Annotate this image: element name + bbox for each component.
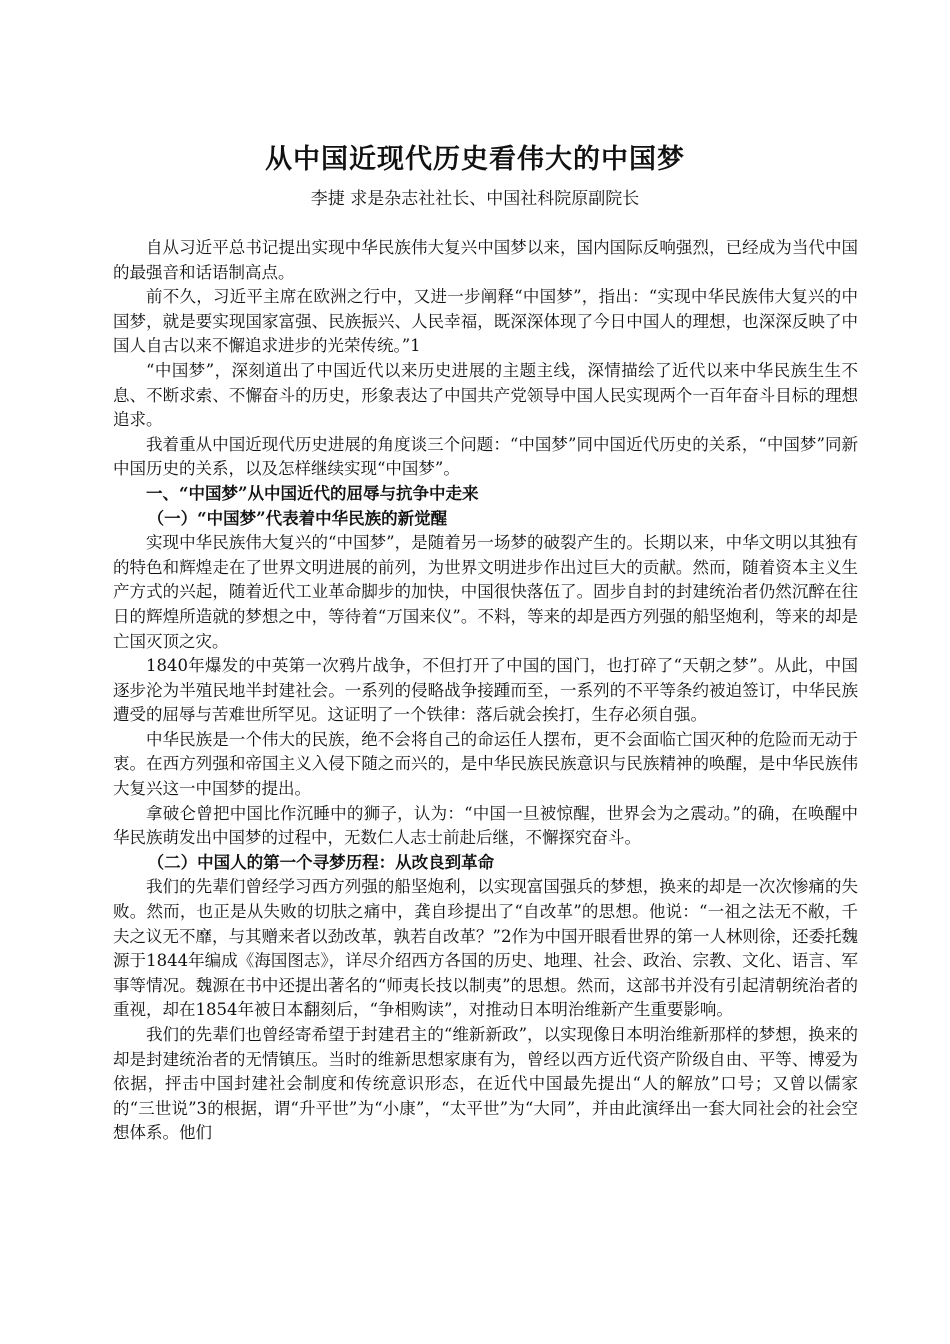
paragraph: 实现中华民族伟大复兴的“中国梦”，是随着另一场梦的破裂产生的。长期以来，中华文明以其独有的特色和辉煌走在了世界文明进展的前列，为世界文明进步作出过巨大的贡献。然而，随着资本主义生产方式的兴起，随着近代工业革命脚步的加快，中国很快落伍了。固步自封的封建统治者仍然沉醉在往日的辉煌所造就的梦想之中，等待着“万国来仪”。不料，等来的却是西方列强的船坚炮利，等来的却是亡国灭顶之灾。 [113,533,858,651]
author-line: 李捷 求是杂志社社长、中国社科院原副院长 [310,189,640,209]
paragraph: 自从习近平总书记提出实现中华民族伟大复兴中国梦以来，国内国际反响强烈，已经成为当代中国的最强音和话语制高点。 [113,238,858,282]
article-title: 从中国近现代历史看伟大的中国梦 [265,144,685,175]
paragraph: 中华民族是一个伟大的民族，绝不会将自己的命运任人摆布，更不会面临亡国灭种的危险而无动于衷。在西方列强和帝国主义入侵下随之而兴的，是中华民族民族意识与民族精神的唤醒，是中华民族伟大复兴这一中国梦的提出。 [113,729,858,799]
paragraph: 前不久，习近平主席在欧洲之行中，又进一步阐释“中国梦”，指出：“实现中华民族伟大复兴的中国梦，就是要实现国家富强、民族振兴、人民幸福，既深深体现了今日中国人的理想，也深深反映了中国人自古以来不懈追求进步的光荣传统。”1 [113,287,858,356]
paragraph: “中国梦”，深刻道出了中国近代以来历史进展的主题主线，深情描绘了近代以来中华民族生生不息、不断求索、不懈奋斗的历史，形象表达了中国共产党领导中国人民实现两个一百年奋斗目标的理想追求。 [113,360,858,430]
subsection-heading: （二）中国人的第一个寻梦历程：从改良到革命 [147,852,495,872]
paragraph: 拿破仑曾把中国比作沉睡中的狮子，认为：“中国一旦被惊醒，世界会为之震动。”的确，在唤醒中华民族萌发出中国梦的过程中，无数仁人志士前赴后继，不懈探究奋斗。 [113,803,858,848]
paragraph: 我们的先辈们曾经学习西方列强的船坚炮利，以实现富国强兵的梦想，换来的却是一次次惨痛的失败。然而，也正是从失败的切肤之痛中，龚自珍提出了“自改革”的思想。他说：“一祖之法无不敝，千夫之议无不靡，与其赠来者以劲改革，孰若自改革？”2作为中国开眼看世界的第一人林则徐，还委托魏源于1844年编成《海国图志》，详尽介绍西方各国的历史、地理、社会、政治、宗教、文化、语言、军事等情况。魏源在书中还提出著名的“师夷长技以制夷”的思想。然而，这部书并没有引起清朝统治者的重视，却在1854年被日本翻刻后，“争相购读”，对推动日本明治维新产生重要影响。 [113,877,858,1020]
article-body [113,236,858,1146]
paragraph: 我们的先辈们也曾经寄希望于封建君主的“维新新政”，以实现像日本明治维新那样的梦想，换来的却是封建统治者的无情镇压。当时的维新思想家康有为，曾经以西方近代资产阶级自由、平等、博爱为依据，抨击中国封建社会制度和传统意识形态，在近代中国最先提出“人的解放”口号；又曾以儒家的“三世说”3的根据，谓“升平世”为“小康”，“太平世”为“大同”，并由此演绎出一套大同社会的社会空想体系。他们 [113,1025,858,1143]
section-heading: 一、“中国梦”从中国近代的屈辱与抗争中走来 [146,483,479,503]
subsection-heading: （一）“中国梦”代表着中华民族的新觉醒 [147,508,448,528]
paragraph: 我着重从中国近现代历史进展的角度谈三个问题：“中国梦”同中国近代历史的关系，“中国梦”同新中国历史的关系，以及怎样继续实现“中国梦”。 [113,434,858,479]
paragraph: 1840年爆发的中英第一次鸦片战争，不但打开了中国的国门，也打碎了“天朝之梦”。从此，中国逐步沦为半殖民地半封建社会。一系列的侵略战争接踵而至，一系列的不平等条约被迫签订，中华民族遭受的屈辱与苦难世所罕见。这证明了一个铁律：落后就会挨打，生存必须自强。 [113,656,858,725]
